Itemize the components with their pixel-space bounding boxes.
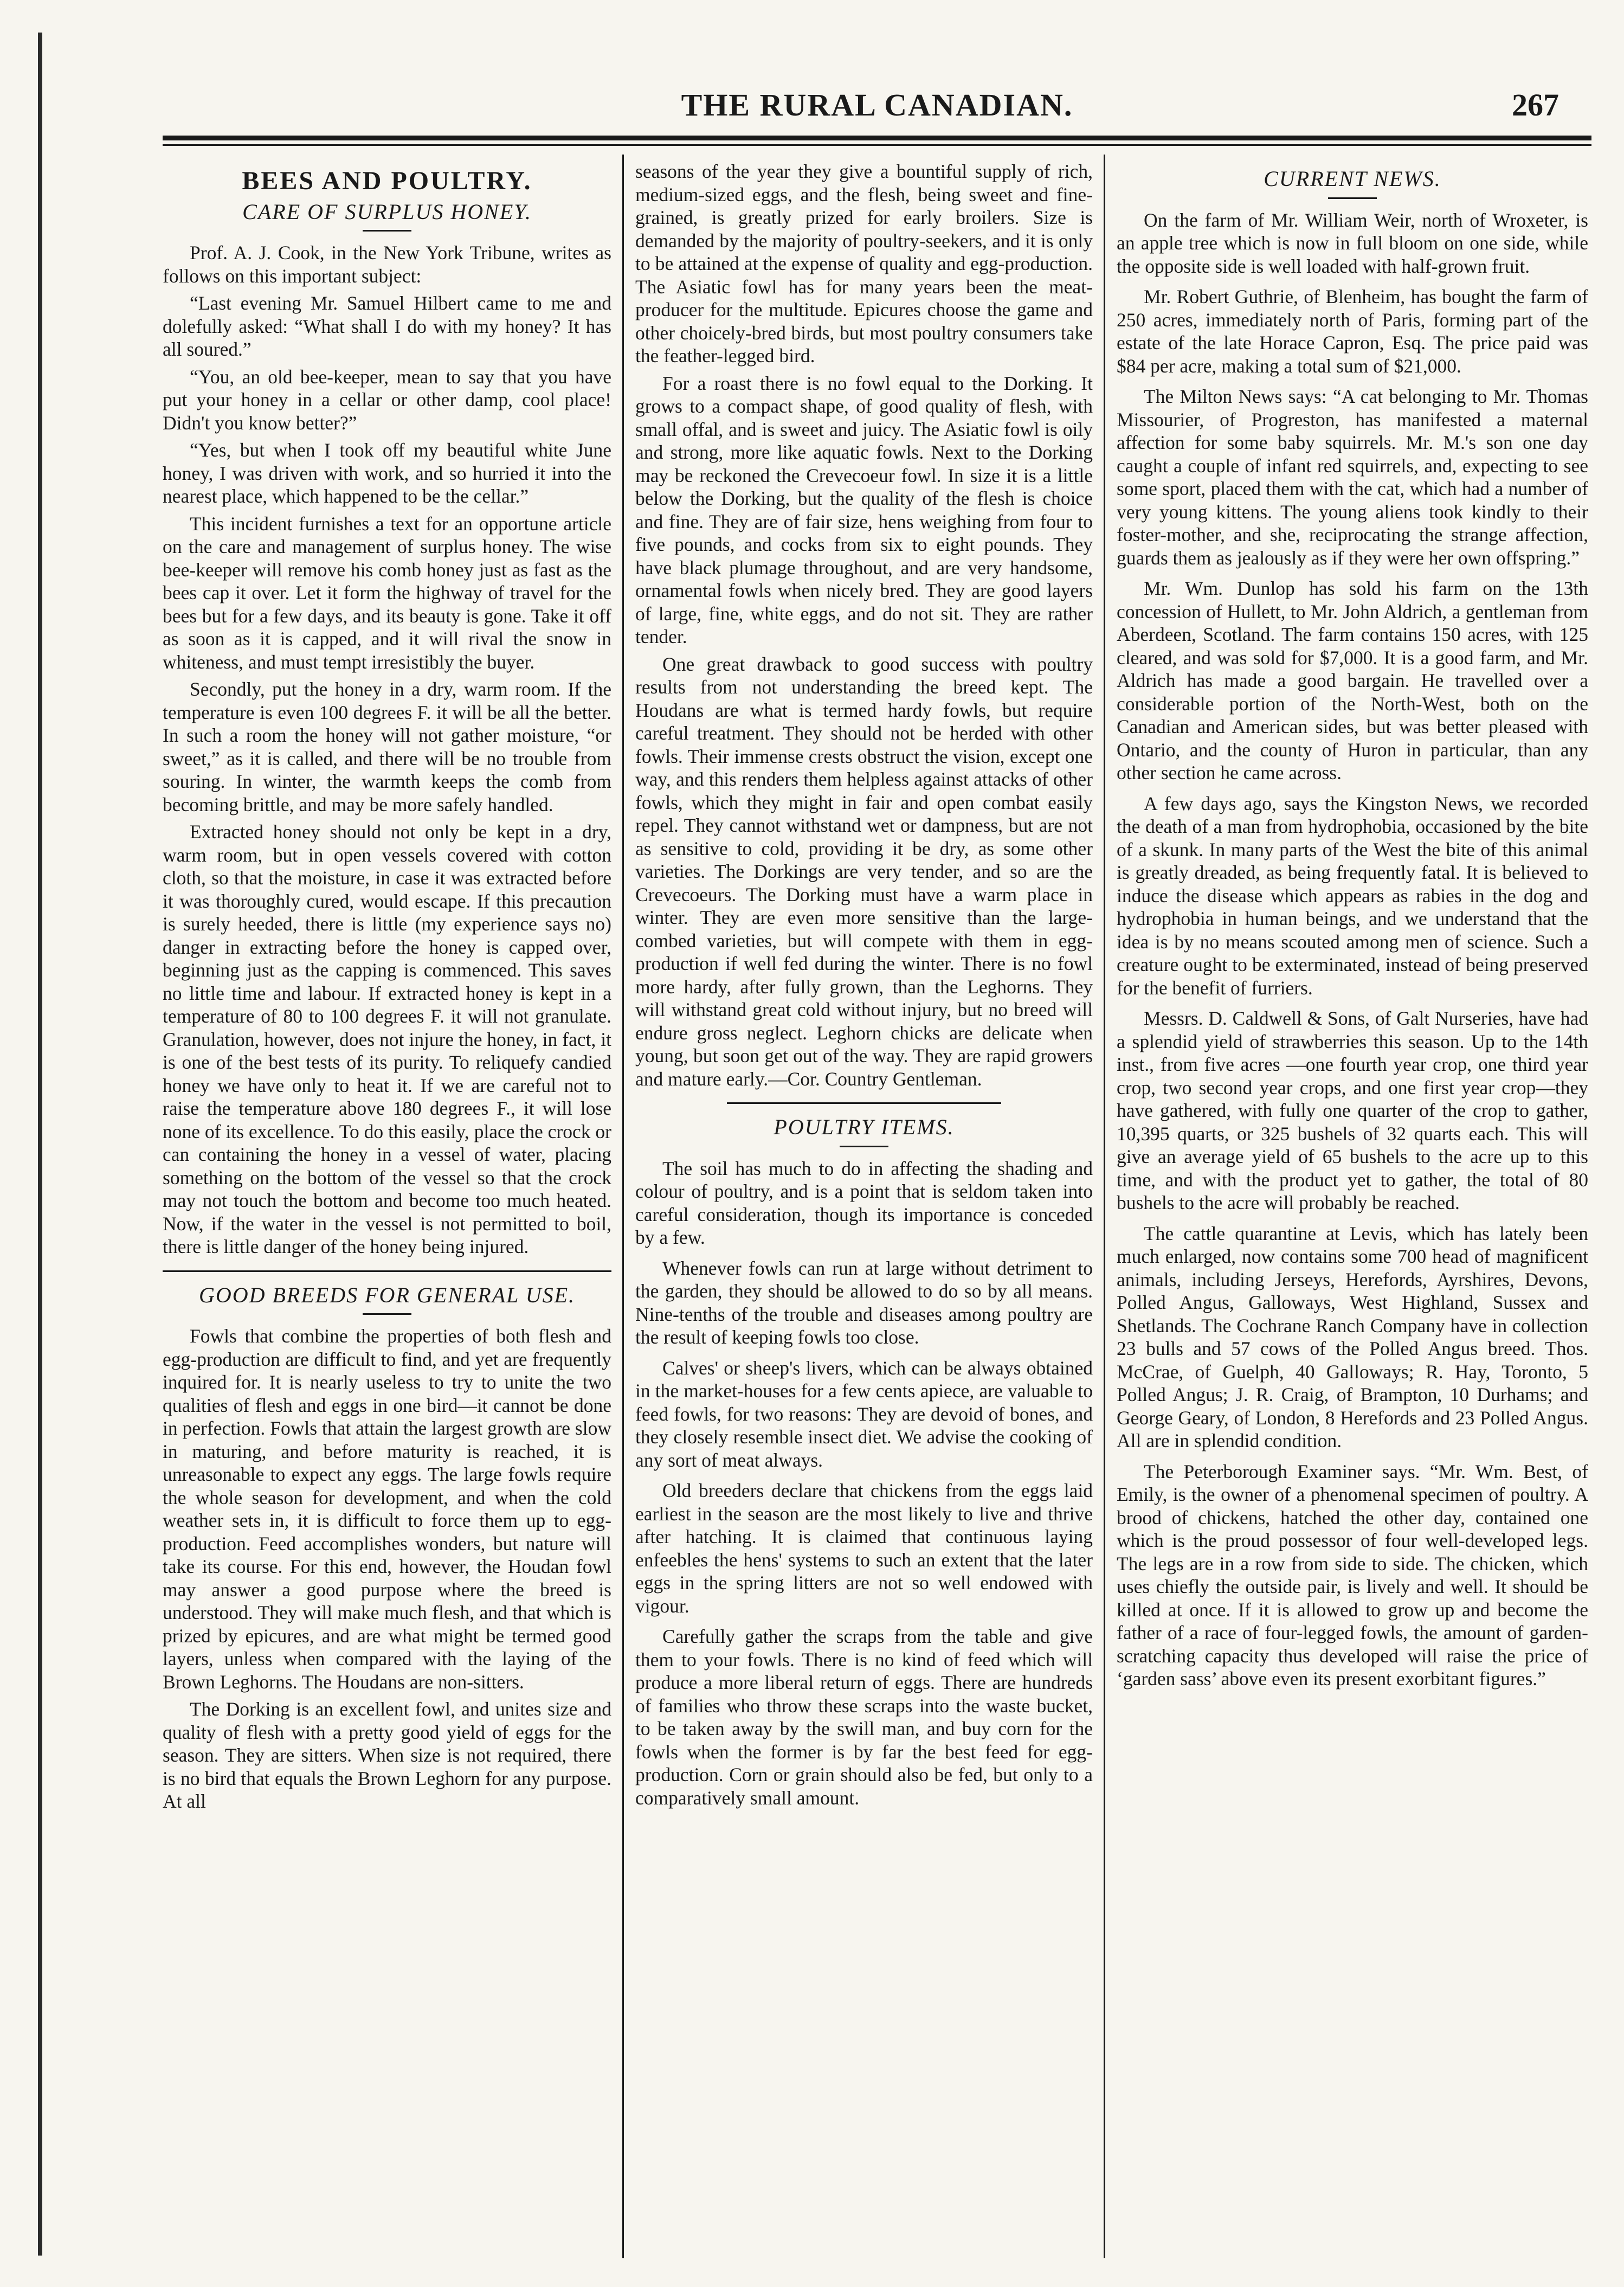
masthead-title: THE RURAL CANADIAN.	[681, 87, 1073, 123]
article-title-current-news: CURRENT NEWS.	[1264, 166, 1441, 191]
title-rule	[840, 1146, 888, 1147]
article-paragraph: For a roast there is no fowl equal to the Dorking. It grows to a compact shape, of good quality of flesh, with small offal, and is sweet and juicy. The Asiatic fowl is oily and strong, more like aquatic fowls. Next to the Dorking may be reckoned the Crevecoeur fowl. In size it is a little below the Dorking, but the quality of the flesh is choice and fine. They are of fair size, hens weighing from four to five pounds, and cocks from six to eight pounds. They have black plumage throughout, and are very handsome, ornamental fowls when nicely bred. They are good layers of large, fine, white eggs, and do not sit. They are rather tender.	[635, 372, 1093, 647]
article-separator	[163, 1270, 611, 1272]
article-paragraph: Prof. A. J. Cook, in the New York Tribune, writes as follows on this important subject:	[163, 242, 611, 287]
column-1	[163, 160, 611, 2264]
article-paragraph: Calves' or sheep's livers, which can be always obtained in the market-houses for a few cents apiece, are valuable to feed fowls, for two reasons: They are devoid of bones, and they closely resemble insect diet. We advise the cooking of any sort of meat always.	[635, 1357, 1093, 1471]
article-paragraph: Extracted honey should not only be kept in a dry, warm room, but in open vessels covered with cotton cloth, so that the moisture, in case it was extracted before it was thoroughly cured, would escape. If this precaution is surely heeded, there is little (my experience says no) danger in extracting before the honey is capped over, beginning just as the capping is commenced. This saves no little time and labour. If extracted honey is kept in a temperature of 80 to 100 degrees F. it will not granulate. Granulation, however, does not injure the honey, in fact, it is one of the best tests of its purity. To reliquefy candied honey we have only to heat it. If we are careful not to raise the temperature above 180 degrees F., it will lose none of its excellence. To do this easily, place the crock or can containing the honey in a vessel of water, placing something on the bottom of the vessel so that the crock may not touch the bottom and become too much heated. Now, if the water in the vessel is not permitted to boil, there is little danger of the honey being injured.	[163, 821, 611, 1257]
article-paragraph: Carefully gather the scraps from the table and give them to your fowls. There is no kind of feed which will produce a more liberal return of eggs. There are hundreds of families who throw these scraps into the waste bucket, to be taken away by the swill man, and buy corn for the fowls when the former is by far the best feed for egg-production. Corn or grain should also be fed, but only to a comparatively small amount.	[635, 1626, 1093, 1809]
article-paragraph: seasons of the year they give a bountiful supply of rich, medium-sized eggs, and the flesh, being sweet and fine-grained, is greatly prized for early broilers. Size is demanded by the majority of poultry-seekers, and it is only to be attained at the expense of quality and egg-production. The Asiatic fowl has for many years been the meat-producer for the multitude. Epicures choose the game and other choicely-bred birds, but most poultry consumers take the feather-legged bird.	[635, 160, 1093, 367]
title-rule	[363, 1313, 411, 1315]
article-paragraph: “You, an old bee-keeper, mean to say that you have put your honey in a cellar or other damp, cool place! Didn't you know better?”	[163, 365, 611, 434]
article-paragraph: The soil has much to do in affecting the shading and colour of poultry, and is a point that is seldom taken into careful consideration, though its importance is conceded by a few.	[635, 1157, 1093, 1248]
news-item: The cattle quarantine at Levis, which has lately been much enlarged, now contains some 700 head of magnificent animals, including Jerseys, Herefords, Ayrshires, Devons, Polled Angus, Galloways, West Highland, Sussex and Shetlands. The Cochrane Ranch Company have in collection 23 bulls and 57 cows of the Polled Angus breed. Thos. McCrae, of Guelph, 40 Galloways; R. Hay, Toronto, 5 Polled Angus; J. R. Craig, of Brampton, 10 Durhams; and George Geary, of London, 8 Herefords and 23 Polled Angus. All are in splendid condition.	[1117, 1222, 1588, 1451]
article-paragraph: “Yes, but when I took off my beautiful white June honey, I was driven with work, and so hurried it into the nearest place, which happened to be the cellar.”	[163, 439, 611, 507]
news-item: The Peterborough Examiner says. “Mr. Wm. Best, of Emily, is the owner of a phenomenal specimen of poultry. A brood of chickens, hatched the other day, contained one which is the proud possessor of four well-developed legs. The legs are in a row from side to side. The chicken, which uses chiefly the outside pair, is lively and well. It should be killed at once. If it is allowed to grow up and become the father of a race of four-legged fowls, the amount of garden-scratching capacity thus developed will raise the price of ‘garden sass’ above even its present exorbitant figures.”	[1117, 1460, 1588, 1689]
news-item: The Milton News says: “A cat belonging to Mr. Thomas Missourier, of Progreston, has manifested a maternal affection for some baby squirrels. Mr. M.'s son one day caught a couple of infant red squirrels, and, expecting to see some sport, placed them with the cat, which had a number of very young kittens. The young aliens took kindly to their foster-mother, and she, reciprocating the strange affection, guards them as jealously as if they were her own offspring.”	[1117, 386, 1588, 569]
article-paragraph: This incident furnishes a text for an opportune article on the care and management of surplus honey. The wise bee-keeper will remove his comb honey just as fast as the bees cap it over. Let it form the highway of travel for the bees but for a few days, and its beauty is gone. Take it off as soon as it is capped, and it will rival the snow in whiteness, and must tempt irresistibly the buyer.	[163, 512, 611, 673]
article-paragraph: Whenever fowls can run at large without detriment to the garden, they should be allowed to do so by all means. Nine-tenths of the trouble and diseases among poultry are the result of keeping fowls too close.	[635, 1257, 1093, 1348]
news-item: Messrs. D. Caldwell & Sons, of Galt Nurseries, have had a splendid yield of strawberries this season. Up to the 14th inst., from five acres —one fourth year crop, one third year crop, two second year crops, and one first year crop—they have gathered, with fully one quarter of the crop to gather, 10,395 quarts, or 325 bushels of 32 quarts each. This will give an average yield of 65 bushels to the acre up to this time, and with the product yet to gather, the total of 80 bushels to the acre will probably be reached.	[1117, 1007, 1588, 1213]
article-paragraph: Fowls that combine the properties of both flesh and egg-production are difficult to find, and yet are frequently inquired for. It is nearly useless to try to unite the two qualities of flesh and eggs in one bird—it cannot be done in perfection. Fowls that attain the largest growth are slow in maturing, and before maturity is reached, it is unreasonable to expect any eggs. The large fowls require the whole season for development, and when the cold weather sets in, it is difficult to force them up to egg-production. Feed accomplishes wonders, but nature will take its course. For this end, however, the Houdan fowl may answer a good purpose where the breed is understood. They will make much flesh, and that which is prized by epicures, and are what might be termed good layers, unless when compared with the laying of the Brown Leghorns. The Houdans are non-sitters.	[163, 1325, 611, 1693]
column-2	[635, 160, 1093, 2264]
title-rule	[1328, 197, 1377, 199]
header-rule-thin	[163, 144, 1591, 146]
article-paragraph: The Dorking is an excellent fowl, and unites size and quality of flesh with a pretty good yield of eggs for the season. They are sitters. When size is not required, there is no bird that equals the Brown Leghorn for any purpose. At all	[163, 1698, 611, 1812]
column-divider-2	[1104, 155, 1105, 2258]
article-paragraph: One great drawback to good success with poultry results from not understanding the breed kept. The Houdans are what is termed hardy fowls, but require careful treatment. They should not be herded with other fowls. Their immense crests obstruct the vision, except one way, and this renders them helpless against attacks of other fowls, which they might in fair and open combat easily repel. They cannot withstand wet or dampness, but are not as sensitive to cold, providing it be dry, as some other varieties. The Dorkings are very tender, and so are the Crevecoeurs. The Dorking must have a warm place in winter. They are even more sensitive than the large-combed varieties, but will compete with them in egg-production if well fed during the winter. There is no fowl more hardy, after fully grown, than the Leghorns. They will withstand great cold without injury, but no breed will endure gross neglect. Leghorn chicks are delicate when young, but soon get out of the way. They are rapid growers and mature early.—Cor. Country Gentleman.	[635, 653, 1093, 1090]
news-item: On the farm of Mr. William Weir, north of Wroxeter, is an apple tree which is now in full bloom on one side, while the opposite side is well loaded with half-grown fruit.	[1117, 209, 1588, 277]
news-item: Mr. Robert Guthrie, of Blenheim, has bought the farm of 250 acres, immediately north of Paris, forming part of the estate of the late Horace Capron, Esq. The price paid was $84 per acre, making a total sum of $21,000.	[1117, 286, 1588, 377]
column-divider-1	[622, 155, 624, 2258]
news-item: Mr. Wm. Dunlop has sold his farm on the 13th concession of Hullett, to Mr. John Aldrich, a gentleman from Aberdeen, Scotland. The farm contains 150 acres, with 125 cleared, and was sold for $7,000. It is a good farm, and Mr. Aldrich has made a good bargain. He travelled over a considerable portion of the North-West, both on the Canadian and American sides, but was better pleased with Ontario, and the county of Huron in particular, than any other section he came across.	[1117, 577, 1588, 783]
binding-edge	[38, 33, 42, 2256]
article-title-surplus-honey: CARE OF SURPLUS HONEY.	[242, 199, 532, 224]
article-title-poultry-items: POULTRY ITEMS.	[774, 1115, 955, 1139]
article-title-good-breeds: GOOD BREEDS FOR GENERAL USE.	[198, 1282, 576, 1307]
article-paragraph: Secondly, put the honey in a dry, warm room. If the temperature is even 100 degrees F. it will be all the better. In such a room the honey will not gather moisture, “or sweet,” as it is called, and there will be no trouble from souring. In winter, the warmth keeps the comb from becoming brittle, and may be more safely handled.	[163, 678, 611, 815]
title-rule	[363, 230, 411, 232]
page-number: 267	[1512, 87, 1559, 123]
article-paragraph: “Last evening Mr. Samuel Hilbert came to me and dolefully asked: “What shall I do with my honey? It has all soured.”	[163, 292, 611, 360]
article-separator	[727, 1102, 1001, 1104]
header-rule-thick	[163, 136, 1591, 140]
section-title: BEES AND POULTRY.	[242, 166, 532, 195]
column-3	[1117, 160, 1588, 2264]
article-paragraph: Old breeders declare that chickens from the eggs laid earliest in the season are the most likely to live and thrive after hatching. It is claimed that continuous laying enfeebles the hens' systems to such an extent that the later eggs in the spring litters are not so well endowed with vigour.	[635, 1480, 1093, 1617]
news-item: A few days ago, says the Kingston News, we recorded the death of a man from hydrophobia, occasioned by the bite of a skunk. In many parts of the West the bite of this animal is greatly dreaded, as being frequently fatal. It is believed to induce the disease which appears as rabies in the dog and hydrophobia in human beings, and we understand that the idea is by no means scouted among men of science. Such a creature ought to be exterminated, instead of being preserved for the benefit of furriers.	[1117, 792, 1588, 999]
